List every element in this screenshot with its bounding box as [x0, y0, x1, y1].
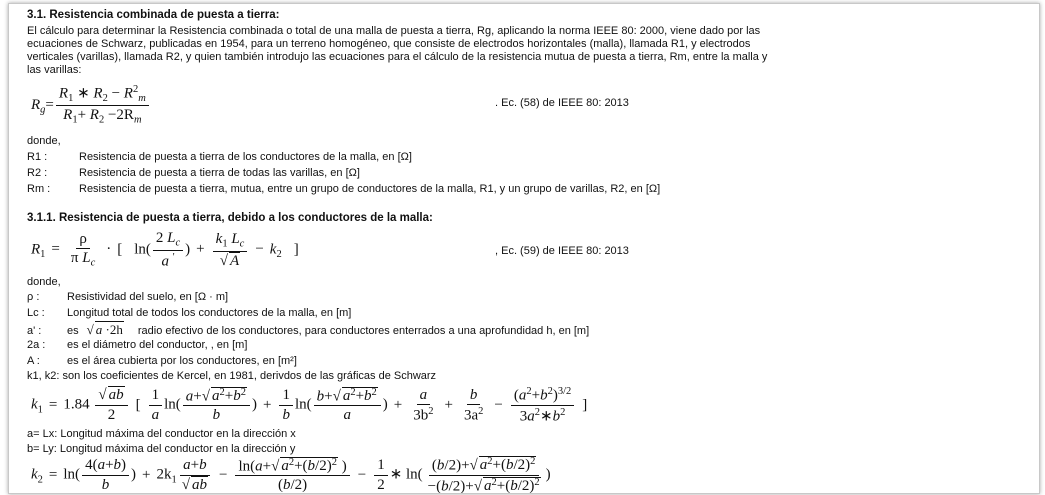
definition-row: [27, 355, 297, 367]
definition-text: Resistencia de puesta a tierra de los conductores de la malla, en [Ω]: [79, 151, 412, 163]
equation-ref-58: . Ec. (58) de IEEE 80: 2013: [495, 97, 629, 109]
definition-text: es el área cubierta por los conductores, en [m²]: [67, 355, 297, 367]
paragraph-line: El cálculo para determinar la Resistencia combinada o total de una malla de puesta a tierra, Rg, aplicando la norma IEEE 80: 2000, viene dado por las: [27, 25, 761, 37]
donde-label: donde,: [27, 276, 61, 288]
equation-ref-59: , Ec. (59) de IEEE 80: 2013: [495, 245, 629, 257]
definition-text: Longitud total de todos los conductores de la malla, en [m]: [67, 307, 352, 319]
definition-symbol: Rm :: [27, 183, 51, 195]
definition-symbol: R2 :: [27, 167, 48, 179]
definition-text: es el diámetro del conductor, , en [m]: [67, 339, 248, 351]
k1-coefficient: 1.84: [63, 396, 90, 413]
definition-row: [27, 167, 360, 179]
sqrt-expression: √ a ·2h: [86, 322, 123, 337]
equation-r1: $R_1$ = $\frac{\rho}{\pi L_c}$ · [ ln( $\frac{2 L_c}{a '}$ ) + $\frac{k_1 L_c}{√ A}$ − $k_2$ ]: [31, 230, 299, 270]
equation-k2: $k_2 = \ln$( $\frac{4(a+b)}{b}$ ) + $2k_1$ $\frac{a+b}{√ ab}$ − $\frac{\ln(a+√ a^2+(b/2)^2 )}{(b/2)}$ − $\frac{1}{2}$ ∗ ln( $\frac{(b/2)+√ a^2+(b/2)^2}{-(b/2)+√ a^2+(b/2)^2}$ ): [31, 456, 551, 494]
definition-text: radio efectivo de los conductores, para conductores enterrados a una aprofundidad h, en [m]: [137, 325, 590, 337]
definition-row: [27, 339, 247, 351]
definition-row: [27, 322, 589, 338]
kercel-line: k1, k2: son los coeficientes de Kercel, en 1981, derivdos de las gráficas de Schwarz: [27, 370, 437, 382]
definition-pre: es: [67, 325, 79, 337]
equation-rg: $R_g=$ $\frac{R_1 ∗ R_2 - R^2_m}{R_1+ R_2 -2R_m}$: [31, 84, 151, 127]
definition-symbol: Lc :: [27, 307, 45, 319]
definition-row: [27, 307, 351, 319]
paragraph-line: las varillas:: [27, 64, 82, 76]
ab-definition: b= Ly: Longitud máxima del conductor en la dirección y: [27, 443, 296, 455]
section-heading: 3.1. Resistencia combinada de puesta a tierra:: [27, 9, 280, 21]
document-page: [8, 3, 1040, 494]
definition-text: Resistencia de puesta a tierra, mutua, entre un grupo de conductores de la malla, R1, y un grupo de varillas, R2, en [Ω]: [79, 183, 661, 195]
definition-symbol: A :: [27, 355, 40, 367]
paragraph-line: ecuaciones de Schwarz, publicadas en 1954, para un terreno homogéneo, que consiste de electrodos horizontales (malla), llamada R1, y electrodos: [27, 38, 751, 50]
donde-label: donde,: [27, 135, 61, 147]
definition-symbol: 2a :: [27, 339, 46, 351]
paragraph-line: verticales (varillas), llamada R2, y quien también introdujo las ecuaciones para el cálculo de la resistencia mutua de puesta a tierra, Rm, entre la malla y: [27, 51, 768, 63]
equation-k1: $k_1 = 1.84$ $\frac{√ ab}{2}$ [ $\frac{1}{a}$ ln( $\frac{a+√ a^2+b^2}{b}$ ) + $\frac{1}{b}$ ln( $\frac{b+√ a^2+b^2}{a}$ ) + $\frac{a}{3b^2}$ + $\frac{b}{3a^2}$ − $\frac{(a^2+b^2)^{3/2}}{3a^2∗b^2}$ ]: [31, 386, 588, 424]
ab-definition: a= Lx: Longitud máxima del conductor en la dirección x: [27, 428, 296, 440]
definition-row: [27, 183, 660, 195]
definition-symbol: ρ :: [27, 291, 40, 303]
definition-row: [27, 291, 228, 303]
definition-symbol: a' :: [27, 325, 42, 337]
subsection-heading: 3.1.1. Resistencia de puesta a tierra, debido a los conductores de la malla:: [27, 212, 433, 224]
definition-symbol: R1 :: [27, 151, 48, 163]
definition-text: Resistividad del suelo, en [Ω · m]: [67, 291, 229, 303]
definition-row: [27, 151, 412, 163]
definition-text: Resistencia de puesta a tierra de todas las varillas, en [Ω]: [79, 167, 360, 179]
